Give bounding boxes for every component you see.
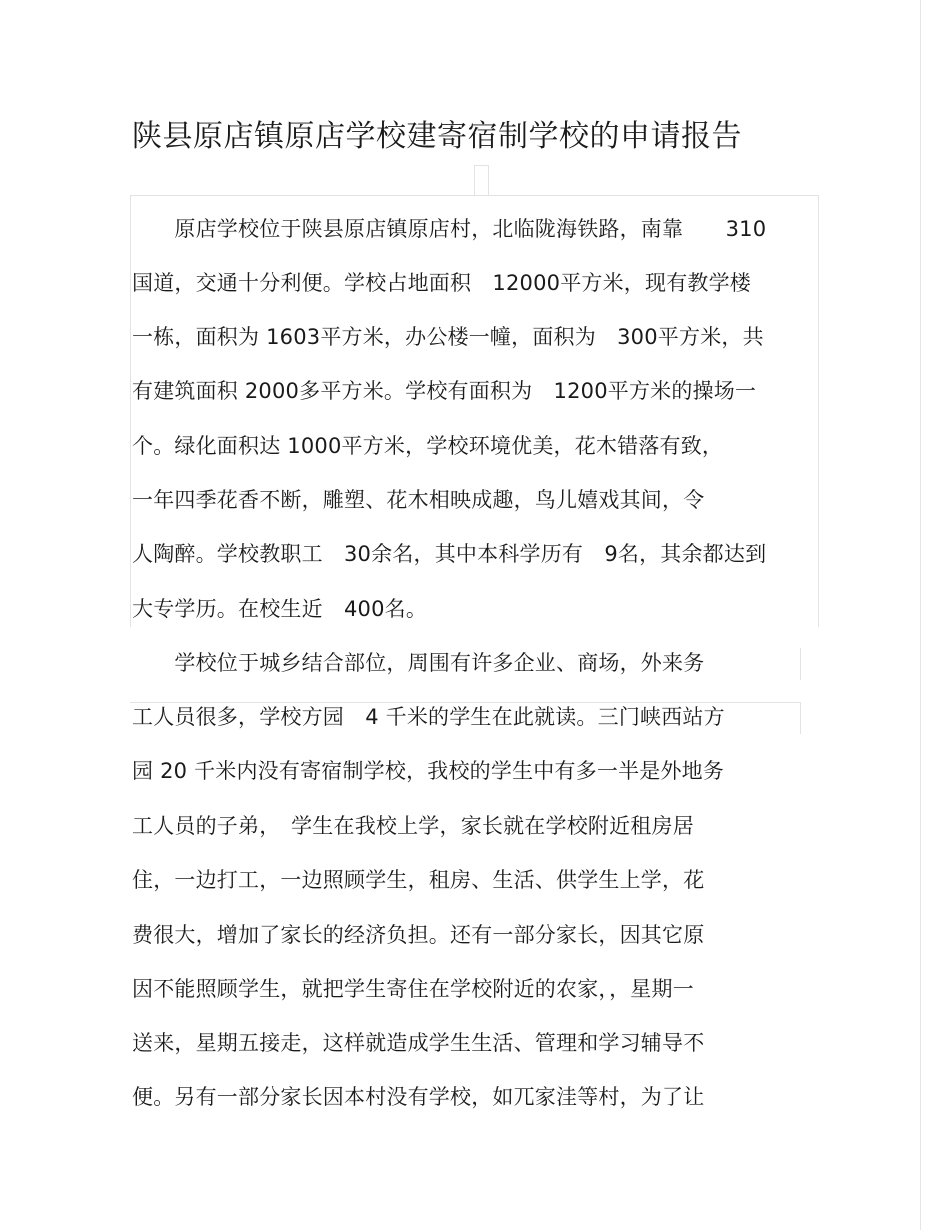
body-line: 国道，交通十分利便。学校占地面积 12000平方米，现有教学楼 xyxy=(132,271,752,295)
document-title: 陕县原店镇原店学校建寄宿制学校的申请报告 xyxy=(132,119,742,154)
body-line: 园 20 千米内没有寄宿制学校，我校的学生中有多一半是外地务 xyxy=(132,759,725,783)
body-line: 工人员很多，学校方园 4 千米的学生在此就读。三门峡西站方 xyxy=(132,705,725,729)
body-line: 有建筑面积 2000多平方米。学校有面积为 1200平方米的操场一 xyxy=(132,379,757,403)
frame-line xyxy=(818,195,819,627)
body-line: 一年四季花香不断，雕塑、花木相映成趣，鸟儿嬉戏其间，令 xyxy=(132,488,705,512)
body-line: 人陶醉。学校教职工 30余名，其中本科学历有 9名，其余都达到 xyxy=(132,542,767,566)
frame-line xyxy=(488,165,489,196)
frame-line xyxy=(474,165,489,166)
frame-line xyxy=(800,702,801,734)
frame-line xyxy=(130,195,131,627)
frame-line xyxy=(800,648,801,680)
body-line: 原店学校位于陕县原店镇原店村，北临陇海铁路，南靠 310 xyxy=(132,217,767,241)
body-line: 工人员的子弟， 学生在我校上学，家长就在学校附近租房居 xyxy=(132,814,694,838)
body-line: 大专学历。在校生近 400名。 xyxy=(132,597,428,621)
page-edge-divider xyxy=(920,0,921,1230)
frame-line xyxy=(474,165,475,196)
body-line: 送来，星期五接走，这样就造成学生生活、管理和学习辅导不 xyxy=(132,1031,705,1055)
body-line: 一栋，面积为 1603平方米，办公楼一幢，面积为 300平方米，共 xyxy=(132,325,764,349)
body-line: 便。另有一部分家长因本村没有学校，如兀家洼等村，为了让 xyxy=(132,1085,705,1109)
body-line: 因不能照顾学生，就把学生寄住在学校附近的农家，，星期一 xyxy=(132,977,694,1001)
body-line: 费很大，增加了家长的经济负担。还有一部分家长，因其它原 xyxy=(132,923,705,947)
body-line: 个。绿化面积达 1000平方米，学校环境优美，花木错落有致， xyxy=(132,434,724,458)
body-line: 学校位于城乡结合部位，周围有许多企业、商场，外来务 xyxy=(132,651,705,675)
body-line: 住，一边打工，一边照顾学生，租房、生活、供学生上学，花 xyxy=(132,868,705,892)
